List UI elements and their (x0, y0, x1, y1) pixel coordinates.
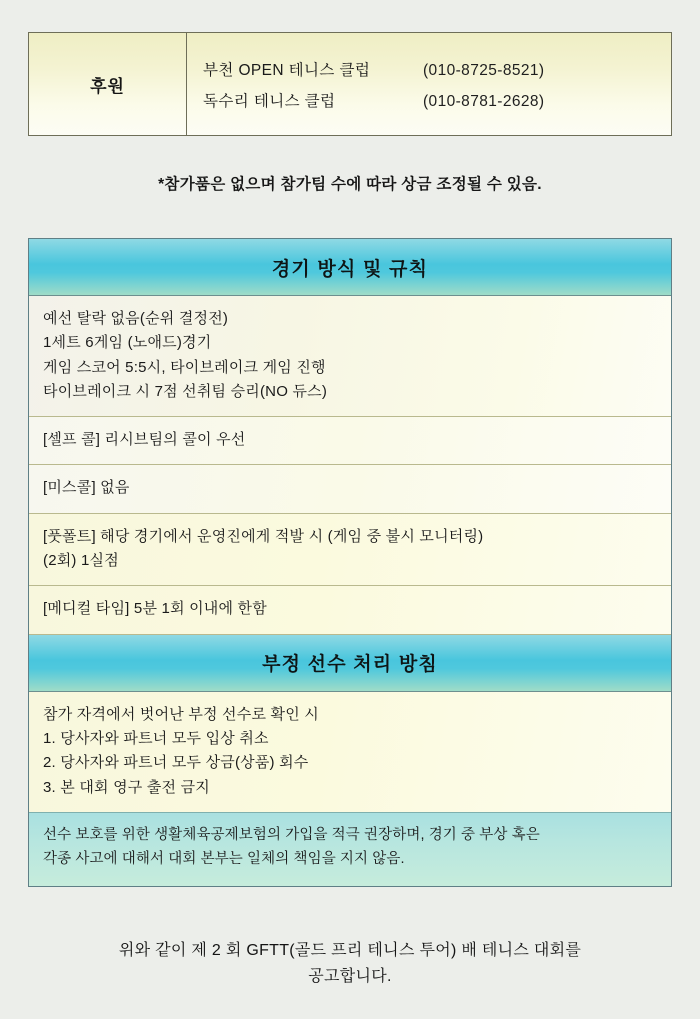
rules-line: (2회) 1실점 (43, 552, 119, 570)
rules-block-medical-time (29, 586, 671, 634)
rules-line: [풋폴트] 해당 경기에서 운영진에게 적발 시 (게임 중 불시 모니터링) (43, 527, 484, 545)
rules-line: [미스콜] 없음 (43, 479, 130, 497)
closing-statement (0, 938, 700, 989)
prize-note: *참가품은 없으며 참가팀 수에 따라 상금 조정될 수 있음. (158, 176, 542, 193)
closing-line: 공고합니다. (308, 967, 392, 985)
rules-section-title: 경기 방식 및 규칙 (29, 239, 671, 296)
sponsor-club-name: 부천 OPEN 테니스 클럽 (203, 61, 371, 79)
sponsor-club-name: 독수리 테니스 클럽 (203, 92, 336, 110)
disclaimer-line: 선수 보호를 위한 생활체육공제보험의 가입을 적극 권장하며, 경기 중 부상 혹은 (43, 826, 540, 843)
penalty-block (29, 692, 671, 812)
rules-block-footfault (29, 514, 671, 587)
table-row (203, 89, 671, 111)
rules-line: 1세트 6게임 (노애드)경기 (43, 334, 212, 352)
rules-block-miscall (29, 465, 671, 513)
sponsor-table (28, 32, 672, 136)
closing-line: 위와 같이 제 2 회 GFTT(골드 프리 테니스 투어) 배 테니스 대회를 (118, 942, 582, 959)
rules-line: 타이브레이크 시 7점 선취팀 승리(NO 듀스) (43, 382, 328, 400)
rules-line: 게임 스코어 5:5시, 타이브레이크 게임 진행 (43, 358, 326, 376)
sponsor-phone: (010-8781-2628) (423, 92, 545, 110)
rules-line: 예선 탈락 없음(순위 결정전) (43, 310, 229, 327)
sponsor-list (187, 33, 671, 135)
rules-box (28, 238, 672, 887)
table-row (203, 58, 671, 80)
rules-block-self-call (29, 417, 671, 465)
sponsor-label: 후원 (29, 33, 187, 135)
insurance-disclaimer (29, 812, 671, 886)
disclaimer-line: 각종 사고에 대해서 대회 본부는 일체의 책임을 지지 않음. (43, 850, 405, 867)
penalty-line: 참가 자격에서 벗어난 부정 선수로 확인 시 (43, 705, 319, 723)
penalty-line: 3. 본 대회 영구 출전 금지 (43, 778, 210, 796)
penalty-section-title: 부정 선수 처리 방침 (29, 635, 671, 692)
rules-block-format (29, 296, 671, 417)
penalty-line: 2. 당사자와 파트너 모두 상금(상품) 회수 (43, 754, 309, 772)
sponsor-phone: (010-8725-8521) (423, 61, 545, 79)
rules-line: [셀프 콜] 리시브팀의 콜이 우선 (43, 431, 246, 449)
penalty-line: 1. 당사자와 파트너 모두 입상 취소 (43, 729, 269, 747)
rules-line: [메디컬 타임] 5분 1회 이내에 한함 (43, 600, 267, 618)
